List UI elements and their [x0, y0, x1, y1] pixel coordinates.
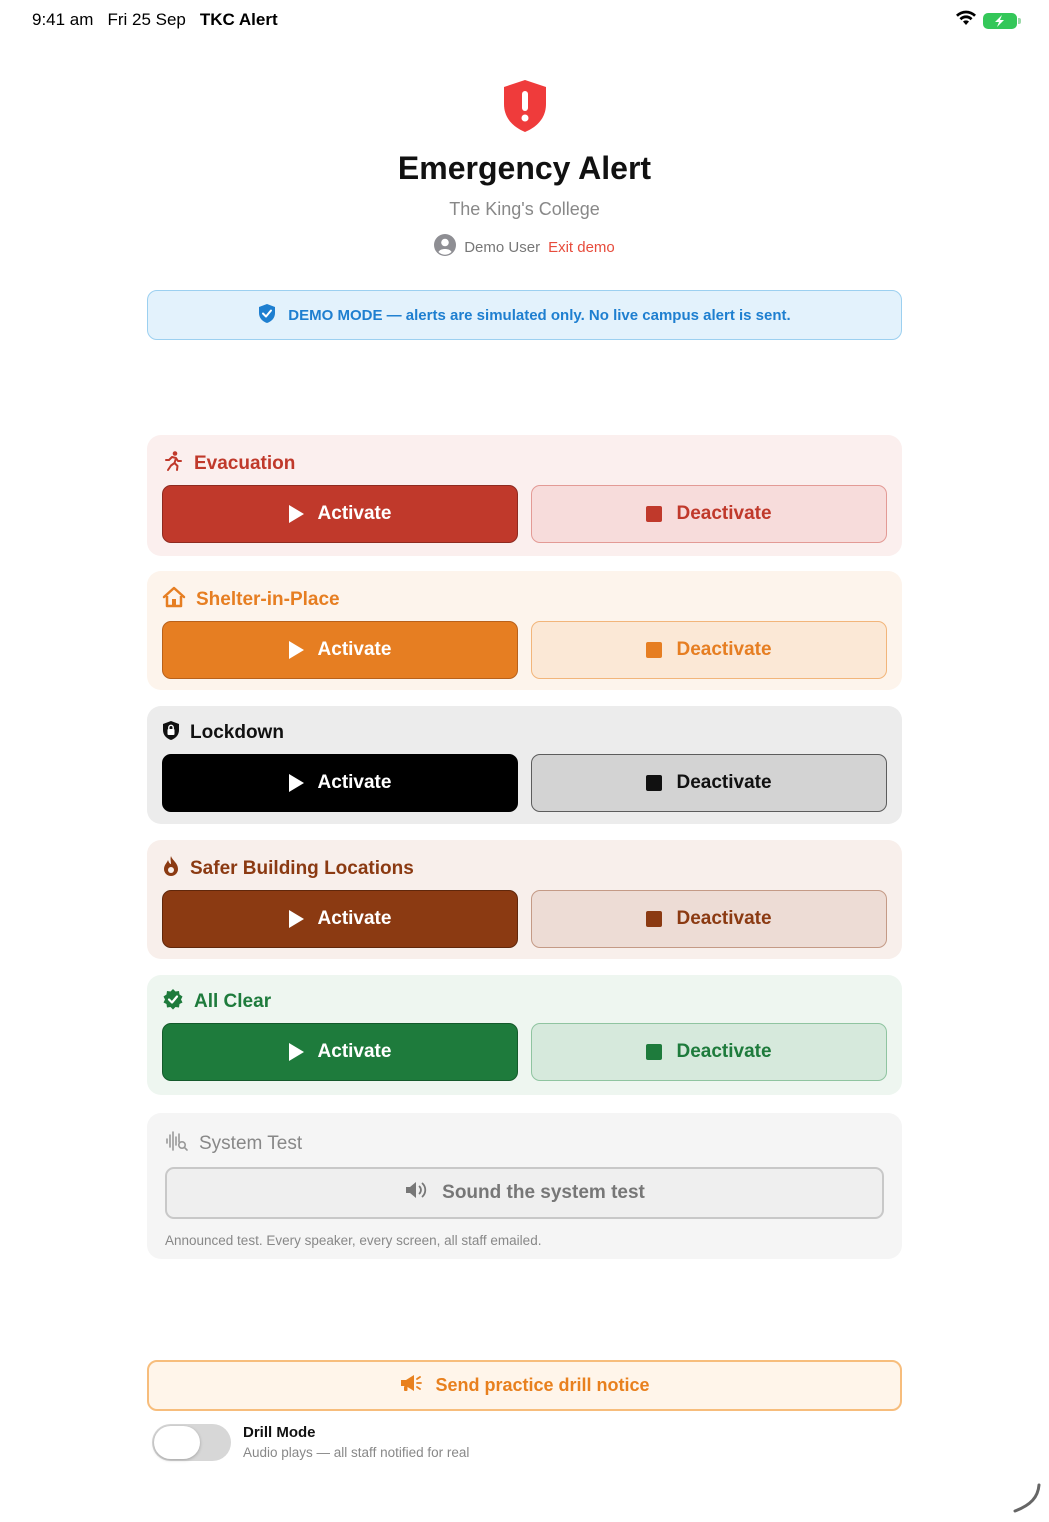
alert-card-lockdown [147, 706, 902, 824]
battery-icon [983, 13, 1017, 29]
alert-label: Safer Building Locations [190, 858, 414, 879]
all-clear-deactivate-button[interactable] [531, 1023, 887, 1081]
alert-card-shelter-in-place [147, 571, 902, 690]
alert-card-all-clear [147, 975, 902, 1095]
waveform-icon [165, 1130, 189, 1158]
button-label: Activate [317, 639, 392, 660]
button-label: Activate [317, 503, 392, 524]
alert-label: Evacuation [194, 453, 296, 474]
play-icon [289, 910, 304, 928]
all-clear-activate-button[interactable] [162, 1023, 518, 1081]
button-label: Deactivate [676, 503, 772, 524]
alert-label: Lockdown [190, 722, 284, 743]
safer-building-deactivate-button[interactable] [531, 890, 887, 948]
safer-building-activate-button[interactable] [162, 890, 518, 948]
drill-mode-toggle[interactable] [152, 1424, 231, 1461]
stop-icon [646, 911, 662, 927]
toggle-knob [154, 1426, 200, 1459]
demo-mode-text: DEMO MODE — alerts are simulated only. No live campus alert is sent. [288, 306, 791, 324]
button-label: Deactivate [676, 908, 772, 929]
shelter-deactivate-button[interactable] [531, 621, 887, 679]
button-label: Deactivate [676, 772, 772, 793]
user-avatar-icon [434, 234, 456, 260]
button-label: Send practice drill notice [435, 1375, 650, 1395]
evacuation-deactivate-button[interactable] [531, 485, 887, 543]
evacuation-activate-button[interactable] [162, 485, 518, 543]
play-icon [289, 1043, 304, 1061]
drill-mode-row [152, 1424, 469, 1461]
status-date: Fri 25 Sep [107, 10, 186, 29]
system-test-card [147, 1113, 902, 1259]
play-icon [289, 505, 304, 523]
lockdown-activate-button[interactable] [162, 754, 518, 812]
corner-handle-icon [1011, 1483, 1043, 1518]
drill-mode-label: Drill Mode [243, 1424, 316, 1441]
stop-icon [646, 1044, 662, 1060]
exit-demo-link[interactable]: Exit demo [548, 238, 615, 256]
demo-mode-banner [147, 290, 902, 340]
speaker-icon [404, 1180, 430, 1206]
button-label: Activate [317, 1041, 392, 1062]
shelter-activate-button[interactable] [162, 621, 518, 679]
status-bar [0, 0, 1049, 40]
system-test-note: Announced test. Every speaker, every screen, all staff emailed. [165, 1233, 542, 1248]
button-label: Activate [317, 908, 392, 929]
stop-icon [646, 642, 662, 658]
button-label: Sound the system test [442, 1182, 645, 1203]
alert-label: All Clear [194, 991, 272, 1012]
send-practice-drill-button[interactable] [147, 1360, 902, 1411]
page-header [0, 78, 1049, 260]
alert-shield-icon [0, 78, 1049, 134]
status-time: 9:41 am [32, 10, 94, 29]
user-name: Demo User [464, 238, 541, 256]
lockdown-deactivate-button[interactable] [531, 754, 887, 812]
running-person-icon [162, 450, 184, 478]
alert-label: Shelter-in-Place [196, 589, 340, 610]
play-icon [289, 641, 304, 659]
status-app-name: TKC Alert [199, 10, 278, 29]
button-label: Activate [317, 772, 392, 793]
house-icon [162, 586, 186, 614]
sound-system-test-button[interactable] [165, 1167, 884, 1219]
system-test-title: System Test [199, 1133, 303, 1154]
check-shield-icon [258, 303, 276, 328]
drill-mode-description: Audio plays — all staff notified for real [243, 1445, 470, 1460]
user-info [0, 234, 1049, 260]
stop-icon [646, 775, 662, 791]
page-subtitle: The King's College [449, 199, 600, 219]
play-icon [289, 774, 304, 792]
alert-card-safer-building [147, 840, 902, 959]
button-label: Deactivate [676, 639, 772, 660]
stop-icon [646, 506, 662, 522]
wifi-icon [955, 10, 977, 31]
flame-icon [162, 855, 180, 883]
page-title: Emergency Alert [397, 150, 652, 186]
check-badge-icon [162, 988, 184, 1016]
button-label: Deactivate [676, 1041, 772, 1062]
megaphone-icon [399, 1373, 423, 1398]
lock-shield-icon [162, 720, 180, 747]
alert-card-evacuation [147, 435, 902, 556]
